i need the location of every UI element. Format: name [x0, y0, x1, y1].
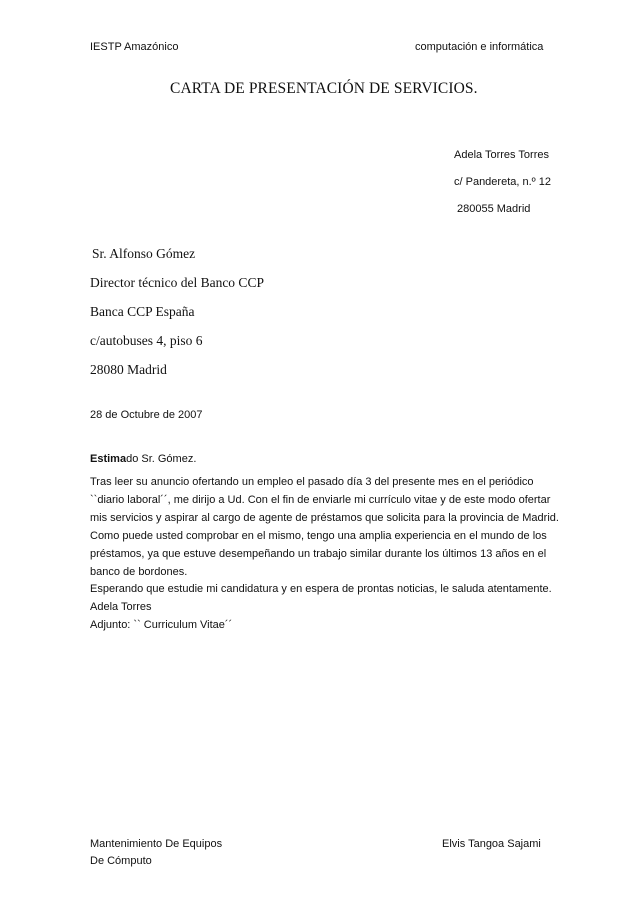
footer-course-line1: Mantenimiento De Equipos — [90, 838, 223, 850]
body-line: préstamos, ya que estuve desempeñando un trabajo similar durante los últimos 13 años en el — [90, 547, 547, 560]
header-department: computación e informática — [415, 41, 544, 53]
body-line: Tras leer su anuncio ofertando un empleo el pasado día 3 del presente mes en el periódico — [90, 476, 534, 488]
recipient-city: 28080 Madrid — [90, 362, 167, 377]
body-line: Como puede usted comprobar en el mismo, tengo una amplia experiencia en el mundo de los — [90, 529, 547, 542]
recipient-company: Banca CCP España — [90, 304, 195, 319]
sender-city: 280055 Madrid — [457, 203, 531, 215]
greeting-rest: do Sr. Gómez. — [126, 453, 197, 465]
recipient-name: Sr. Alfonso Gómez — [92, 246, 196, 261]
body-line: banco de bordones. — [90, 565, 188, 578]
header-institution: IESTP Amazónico — [90, 41, 179, 53]
letter-date: 28 de Octubre de 2007 — [90, 409, 203, 421]
letter-body — [90, 474, 559, 635]
body-line: ``diario laboral´´, me dirijo a Ud. Con el fin de enviarle mi currículo vitae y de este modo ofertar — [90, 493, 551, 506]
body-line: Esperando que estudie mi candidatura y en espera de prontas noticias, le saluda atentamente. — [90, 583, 552, 596]
signature-name: Adela Torres — [90, 601, 152, 614]
body-line: mis servicios y aspirar al cargo de agente de préstamos que solicita para la provincia de Madrid. — [90, 511, 559, 524]
attachment-line: Adjunto: `` Curriculum Vitae´´ — [90, 619, 233, 632]
recipient-address: c/autobuses 4, piso 6 — [90, 333, 203, 348]
greeting-bold: Estima — [90, 453, 127, 465]
sender-name: Adela Torres Torres — [454, 149, 549, 161]
recipient-position: Director técnico del Banco CCP — [90, 275, 264, 290]
footer-author: Elvis Tangoa Sajami — [442, 838, 541, 850]
footer-course-line2: De Cómputo — [90, 855, 152, 867]
greeting — [90, 453, 196, 465]
document-title: CARTA DE PRESENTACIÓN DE SERVICIOS. — [170, 80, 478, 97]
sender-street: c/ Pandereta, n.º 12 — [454, 176, 551, 188]
